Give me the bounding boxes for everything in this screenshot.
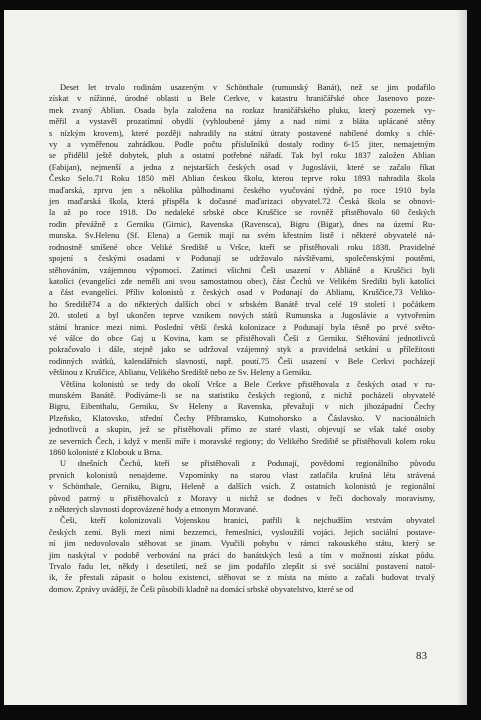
- text-line: ní jim nedovolovalo stěhovat se jinam. Vyučili pohybu v rámci rakouského státu, který se: [49, 539, 435, 549]
- text-line: rodnostně smíšené obce Veliké Srediště u Vršce, kteří se přistěhovali roku 1838. Pravidelné: [49, 242, 435, 252]
- paragraph: [49, 515, 435, 595]
- text-line: Bigru, Eibenthalu, Gerniku, Sv Heleny a Ravenska, převažují v nich jihozápadní Čechy: [49, 402, 435, 412]
- text-line: získat v nížinné, úrodné oblasti u Bele Cerkve, v katastru hraničářské obce Jasenovo poze-: [49, 94, 435, 104]
- paragraph: [49, 82, 435, 379]
- text-line: U dnešních Čechů, kteří se přistěhovali z Podunají, povědomí regionálního původu: [60, 459, 435, 469]
- text-line: mek zvaný Ablian. Osada byla založena na rozkaz hraničářského pluku, který pozemek vy-: [49, 105, 435, 115]
- text-line: jen maďarská škola, která přispěla k dočasné maďarizaci obyvatel.72 Česká škola se obnovi-: [49, 197, 435, 207]
- text-line: (Fabijan), nejmenší a jedna z nejstarších českých osad v Jugoslávii, které se začalo říkat: [49, 162, 435, 172]
- text-line: s nízkým krovem), které později nahradily na státní útraty postavené nabílené domky s chlé-: [49, 128, 435, 138]
- text-line: většinou z Kruščice, Ablianu, Velikého Srediště nebo ze Sv. Heleny a Gerniku.: [49, 368, 312, 378]
- text-line: měřil a vystavěl prozatímní obydlí (vyhloubené jámy a nad nimi z bláta uplácané stěny: [49, 117, 435, 127]
- text-line: la až po roce 1918. Do nedaleké srbské obce Kruščice se rovněž přistěhovalo 60 českých: [49, 208, 435, 218]
- text-line: 1860 kolonisté z Klobouk u Brna.: [49, 448, 163, 457]
- text-line: Většina kolonistů se tedy do okolí Vršce a Bele Cerkve přistěhovala z českých osad v ru-: [60, 379, 435, 389]
- text-line: ze severních Čech, i když v menší míře i moravské regiony; do Velikého Srediště se přistěhovali kolem roku: [49, 436, 435, 446]
- text-line: vé válce do obce Gaj u Kovina, kam se přistěhovali Češi z Gerniku. Stěhování jednotlivců: [49, 333, 435, 343]
- text-line: maďarská, zprvu jen s několika půlhodinami českého vyučování týdně, po roce 1910 byla: [49, 185, 435, 195]
- text-line: a část evangelíci. Příliv kolonistů z českých osad v Podunají do Ablianu, Kruščice,73 Veliko-: [49, 288, 435, 298]
- text-line: z některých slavností doprovázené hody a etnonym Moravané.: [49, 505, 258, 515]
- text-line: jim naskýtal v podobě verbování na práci do banátských lesů a tím v možnosti získat půdu.: [49, 550, 435, 560]
- text-line: Češi, kteří kolonizovali Vojenskou hranici, patřili k nejchudším vrstvám obyvatel: [60, 516, 435, 526]
- paragraph: [49, 458, 435, 515]
- text-line: pokračovalo i dále, stejně jako se udržoval vzájemný styk a pravidelná setkání u příležitosti: [49, 345, 435, 355]
- text-line: Plzeňsko, Klatovsko, střední Čechy Příbramsko, Kutnohorsko a Čáslavsko. V nacionálních: [49, 413, 435, 423]
- text-line: stěhováním, vzájemnou výpomocí. Zatímci všichni Češi usazení v Abliáně a Kruščici byli: [49, 265, 435, 275]
- text-line: českých zemí. Byli mezi nimi bezzemci, řemeslníci, vysloužilí vojáci. Jejich sociální postave-: [49, 527, 435, 537]
- text-line: ho Srediště74 a do některých dalších obcí v srbském Banátě trval celé 19 století i počátkem: [49, 299, 435, 309]
- text-line: 20. století a byl ukončen teprve vznikem nových států Rumunska a Jugoslávie a vytvořením: [49, 311, 435, 321]
- text-line: rodinných svátků, kalendářních slavností, např. poutí.75 Češi usazení v Bele Cerkvi pocházejí: [49, 356, 435, 366]
- text-line: státní hranice mezi nimi. Poslední větší česká kolonizace z Podunají byla těsně po prvé světo-: [49, 322, 435, 332]
- text-line: munském Banátě. Podíváme-li se na statistiku českých regionů, z nichž pocházeli obyvatelé: [49, 390, 435, 400]
- text-line: v Schönthale, Gerniku, Bigru, Heleně a dalších vsích. Z ostatních kolonistů je regionální: [49, 482, 435, 492]
- text-line: munska. Sv.Helenu (Sf. Elena) a Gernik mají na svém křestním listě i některé obyvatelé ná-: [49, 231, 435, 241]
- text-line: se přidělil ještě dobytek, pluh a ostatní potřebné nářadí. Tak byl roku 1837 založen Ablian: [49, 151, 435, 161]
- book-page: [4, 10, 467, 705]
- text-line: vy a vyměřenou zahrádkou. Podle počtu příslušníků dostaly rodiny 6-15 jiter, nemajetným: [49, 140, 435, 150]
- paragraph: [49, 379, 435, 459]
- page-number: 83: [416, 650, 427, 662]
- text-line: spojení s českými osadami v Podunají se udržovalo návštěvami, společenskými poutěmi,: [49, 254, 435, 264]
- text-line: katolíci (evangelíci zde neměli ani svou samostatnou obec), část Čechů ve Velikém Središti byli katolíci: [49, 276, 435, 286]
- text-line: Česko Selo.71 Roku 1850 měl Ablian českou školu, kterou teprve roku 1893 nahradila škola: [49, 174, 435, 184]
- text-line: původ patrný u přistěhovalců z Moravy u nichž se dodnes v řeči dochovaly moravismy,: [49, 493, 435, 503]
- text-line: ik, že přestali zápasit o holou existenci, stěhovat se z místa na místo a začali budovat trvalý: [49, 573, 435, 583]
- text-line: domov. Zprávy uvádějí, že Češi působili kladně na domácí srbské obyvatelstvo, které se od: [49, 584, 354, 594]
- text-line: Deset let trvalo rodinám usazeným v Schönthale (rumunský Banát), než se jim podařilo: [60, 83, 435, 92]
- text-line: rodin převážně z Gerniku (Girnic), Ravenska (Ravensca), Bigru (Bigar), dnes na území Ru-: [49, 219, 435, 229]
- text-line: Trvalo řadu let, někdy i desetiletí, než se jim podařilo zlepšit si své sociální postavení natol-: [49, 562, 435, 572]
- text-line: jednotlivců a skupin, jež se přistěhovali přímo ze staré vlasti, objevují se však také osoby: [49, 425, 435, 435]
- text-line: prvních kolonistů nenajdeme. Vzpomínky na starou vlast zatlačila krušná léta strávená: [49, 470, 435, 480]
- body-text: [49, 82, 435, 595]
